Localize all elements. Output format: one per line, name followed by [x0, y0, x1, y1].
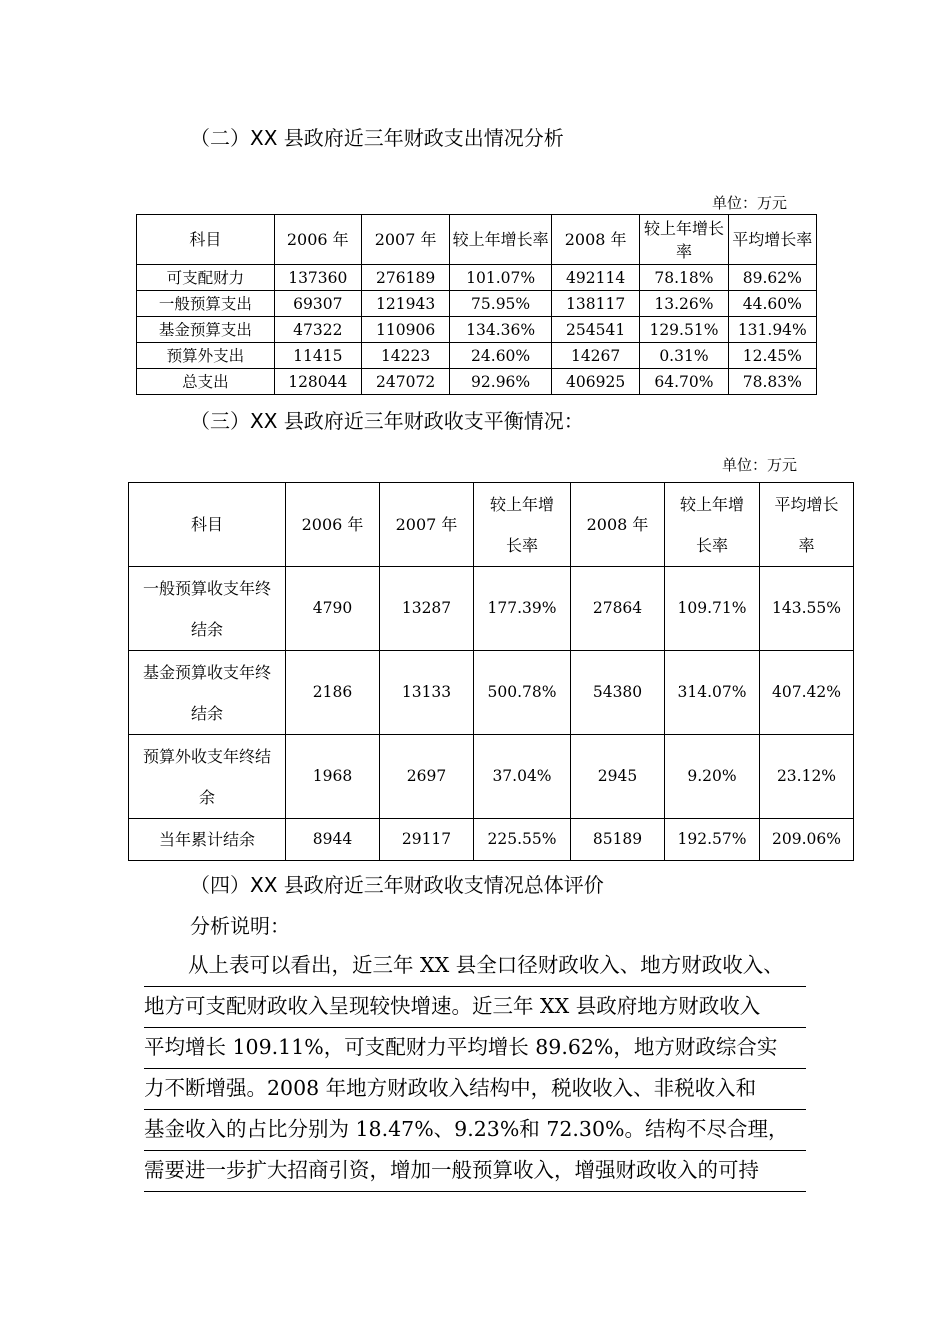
balance-table [128, 482, 854, 861]
table-cell: 78.18% [640, 265, 728, 291]
header-cell: 2006 年 [286, 483, 380, 567]
analysis-line: 从上表可以看出，近三年 XX 县全口径财政收入、地方财政收入、 [144, 945, 806, 987]
table-cell: 192.57% [665, 819, 760, 861]
table-cell: 13.26% [640, 291, 728, 317]
table-cell: 2697 [380, 735, 474, 819]
table-cell: 14223 [361, 343, 449, 369]
section3-unit: 单位：万元 [722, 456, 798, 474]
table-cell: 85189 [571, 819, 665, 861]
table-cell: 137360 [274, 265, 361, 291]
table-cell: 23.12% [760, 735, 854, 819]
table-cell: 89.62% [728, 265, 816, 291]
table-row [137, 369, 817, 395]
table-cell: 24.60% [450, 343, 552, 369]
table-cell: 143.55% [760, 567, 854, 651]
analysis-line: 基金收入的占比分别为 18.47%、9.23%和 72.30%。结构不尽合理， [144, 1109, 806, 1151]
table-cell: 8944 [286, 819, 380, 861]
table-cell: 基金预算支出 [137, 317, 275, 343]
section2-title: （二）XX 县政府近三年财政支出情况分析 [190, 126, 564, 150]
table-cell: 13287 [380, 567, 474, 651]
table-cell: 2945 [571, 735, 665, 819]
table-cell: 92.96% [450, 369, 552, 395]
table-row [129, 819, 854, 861]
table-cell: 2186 [286, 651, 380, 735]
table-cell: 一般预算收支年终结余 [129, 567, 286, 651]
table-cell: 406925 [551, 369, 639, 395]
table-row [137, 265, 817, 291]
table-cell: 69307 [274, 291, 361, 317]
analysis-line: 力不断增强。2008 年地方财政收入结构中，税收收入、非税收入和 [144, 1068, 806, 1110]
table-cell: 177.39% [474, 567, 571, 651]
table-cell: 基金预算收支年终结余 [129, 651, 286, 735]
header-cell: 2007 年 [361, 215, 449, 265]
table-cell: 14267 [551, 343, 639, 369]
table-cell: 78.83% [728, 369, 816, 395]
table-cell: 128044 [274, 369, 361, 395]
section3-title: （三）XX 县政府近三年财政收支平衡情况： [190, 409, 584, 433]
table-cell: 75.95% [450, 291, 552, 317]
table-cell: 247072 [361, 369, 449, 395]
table-cell: 209.06% [760, 819, 854, 861]
analysis-line: 地方可支配财政收入呈现较快增速。近三年 XX 县政府地方财政收入 [144, 986, 806, 1028]
table-cell: 129.51% [640, 317, 728, 343]
table-cell: 134.36% [450, 317, 552, 343]
table-cell: 407.42% [760, 651, 854, 735]
table-cell: 当年累计结余 [129, 819, 286, 861]
header-cell: 平均增长率 [728, 215, 816, 265]
table-cell: 总支出 [137, 369, 275, 395]
table-row [137, 343, 817, 369]
header-cell: 科目 [129, 483, 286, 567]
header-cell: 2007 年 [380, 483, 474, 567]
table-cell: 1968 [286, 735, 380, 819]
table-cell: 可支配财力 [137, 265, 275, 291]
table-row [129, 735, 854, 819]
table-cell: 37.04% [474, 735, 571, 819]
table-row [137, 317, 817, 343]
table-row [129, 567, 854, 651]
header-cell: 较上年增长率 [665, 483, 760, 567]
expenditure-table [136, 214, 817, 395]
analysis-line: 需要进一步扩大招商引资，增加一般预算收入，增强财政收入的可持 [144, 1150, 806, 1192]
table-cell: 138117 [551, 291, 639, 317]
table-cell: 64.70% [640, 369, 728, 395]
header-cell: 2008 年 [551, 215, 639, 265]
table-row [137, 291, 817, 317]
table-cell: 预算外收支年终结余 [129, 735, 286, 819]
table-cell: 12.45% [728, 343, 816, 369]
table-cell: 101.07% [450, 265, 552, 291]
table-cell: 121943 [361, 291, 449, 317]
table-cell: 44.60% [728, 291, 816, 317]
section2-unit: 单位：万元 [712, 194, 788, 212]
header-cell: 科目 [137, 215, 275, 265]
table-cell: 492114 [551, 265, 639, 291]
analysis-subtitle: 分析说明： [190, 914, 290, 938]
table-cell: 11415 [274, 343, 361, 369]
table-cell: 225.55% [474, 819, 571, 861]
table-header-row [129, 483, 854, 567]
table-cell: 254541 [551, 317, 639, 343]
header-cell: 较上年增长率 [450, 215, 552, 265]
header-cell: 2008 年 [571, 483, 665, 567]
section4-title: （四）XX 县政府近三年财政收支情况总体评价 [190, 873, 604, 897]
table-cell: 13133 [380, 651, 474, 735]
table-cell: 4790 [286, 567, 380, 651]
table-row [129, 651, 854, 735]
table-header-row [137, 215, 817, 265]
header-cell: 2006 年 [274, 215, 361, 265]
table-cell: 110906 [361, 317, 449, 343]
analysis-line: 平均增长 109.11%，可支配财力平均增长 89.62%，地方财政综合实 [144, 1027, 806, 1069]
table-cell: 9.20% [665, 735, 760, 819]
table-cell: 0.31% [640, 343, 728, 369]
table-cell: 131.94% [728, 317, 816, 343]
table-cell: 314.07% [665, 651, 760, 735]
table-cell: 54380 [571, 651, 665, 735]
header-cell: 平均增长率 [760, 483, 854, 567]
table-cell: 预算外支出 [137, 343, 275, 369]
table-cell: 47322 [274, 317, 361, 343]
table-cell: 109.71% [665, 567, 760, 651]
header-cell: 较上年增长率 [640, 215, 728, 265]
table-cell: 27864 [571, 567, 665, 651]
table-cell: 一般预算支出 [137, 291, 275, 317]
table-cell: 29117 [380, 819, 474, 861]
table-cell: 500.78% [474, 651, 571, 735]
table-cell: 276189 [361, 265, 449, 291]
header-cell: 较上年增长率 [474, 483, 571, 567]
